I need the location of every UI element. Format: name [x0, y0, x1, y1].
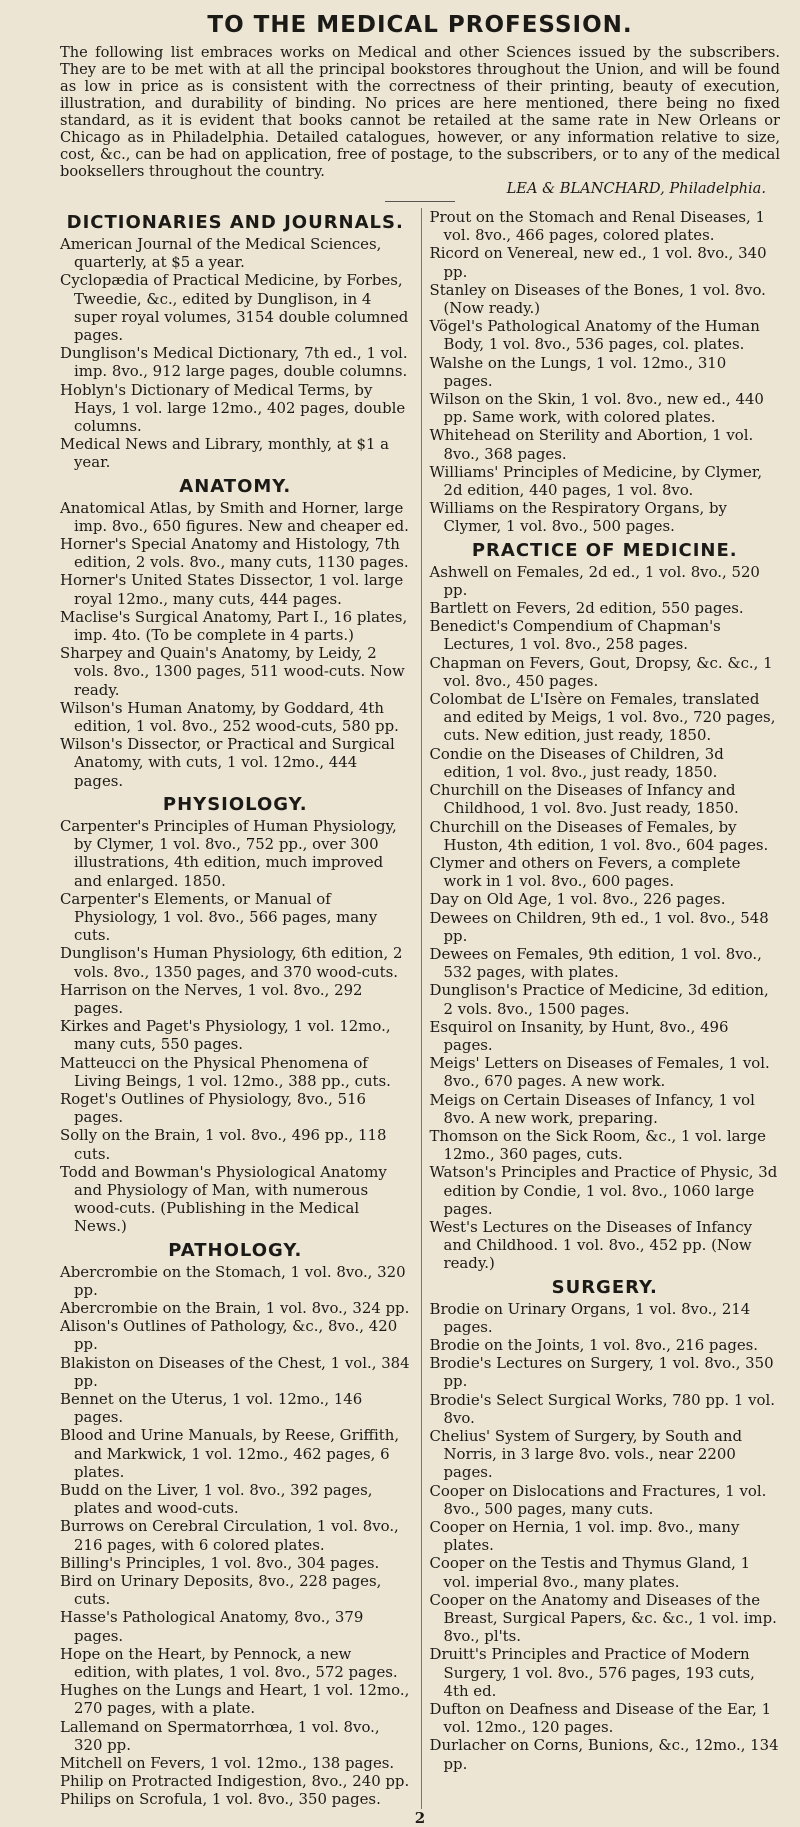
- book-entry: Meigs on Certain Diseases of Infancy, 1 vol 8vo. A new work, preparing.: [429, 1090, 755, 1127]
- book-entry: Roget's Outlines of Physiology, 8vo., 516 pages.: [60, 1089, 367, 1127]
- left-column: [60, 208, 411, 1809]
- book-entry: Durlacher on Corns, Bunions, &c., 12mo., 134 pp.: [429, 1736, 779, 1773]
- book-entry: Carpenter's Elements, or Manual of Physiology, 1 vol. 8vo., 566 pages, many cuts.: [60, 889, 378, 945]
- publisher-signature: LEA & BLANCHARD, Philadelphia.: [506, 180, 766, 197]
- book-entry: Whitehead on Sterility and Abortion, 1 vol. 8vo., 368 pages.: [429, 426, 754, 463]
- book-entry: Horner's United States Dissector, 1 vol. large royal 12mo., many cuts, 444 pages.: [60, 571, 404, 608]
- book-entry: West's Lectures on the Diseases of Infancy and Childhood. 1 vol. 8vo., 452 pp. (Now ready.): [429, 1217, 753, 1273]
- book-entry: Hughes on the Lungs and Heart, 1 vol. 12mo., 270 pages, with a plate.: [60, 1681, 410, 1718]
- book-entry: Medical News and Library, monthly, at $1 a year.: [60, 435, 390, 472]
- book-entry: Harrison on the Nerves, 1 vol. 8vo., 292 pages.: [60, 980, 363, 1017]
- section-heading: PRACTICE OF MEDICINE.: [471, 539, 738, 561]
- book-entry: American Journal of the Medical Sciences, quarterly, at $5 a year.: [60, 235, 382, 272]
- book-entry: Watson's Principles and Practice of Physic, 3d edition by Condie, 1 vol. 8vo., 1060 large pages.: [429, 1163, 778, 1218]
- book-entry: Lallemand on Spermatorrhœa, 1 vol. 8vo., 320 pp.: [60, 1717, 380, 1754]
- book-entry: Carpenter's Principles of Human Physiology, by Clymer, 1 vol. 8vo., 752 pp., over 300 illustrations, 4th edition, much improved and enlarged. 1850.: [60, 816, 397, 890]
- book-entry: Chelius' System of Surgery, by South and Norris, in 3 large 8vo. vols., near 2200 pages.: [429, 1427, 743, 1482]
- book-entry: Chapman on Fevers, Gout, Dropsy, &c. &c., 1 vol. 8vo., 450 pages.: [429, 653, 773, 690]
- book-entry: Walshe on the Lungs, 1 vol. 12mo., 310 pages.: [429, 353, 727, 390]
- book-entry: Benedict's Compendium of Chapman's Lectures, 1 vol. 8vo., 258 pages.: [429, 617, 721, 654]
- book-entry: Matteucci on the Physical Phenomena of Living Beings, 1 vol. 12mo., 388 pp., cuts.: [60, 1053, 391, 1090]
- book-entry: Vögel's Pathological Anatomy of the Human Body, 1 vol. 8vo., 536 pages, col. plates.: [429, 317, 760, 354]
- book-entry: Dufton on Deafness and Disease of the Ear, 1 vol. 12mo., 120 pages.: [429, 1700, 772, 1737]
- book-entry: Todd and Bowman's Physiological Anatomy and Physiology of Man, with numerous wood-cuts. (Publishing in the Medical News.): [60, 1162, 387, 1236]
- book-entry: Philip on Protracted Indigestion, 8vo., 240 pp.: [60, 1772, 410, 1791]
- section-heading: ANATOMY.: [179, 475, 292, 497]
- book-entry: Cyclopædia of Practical Medicine, by Forbes, Tweedie, &c., edited by Dunglison, in 4 super royal volumes, 3154 double columned pages.: [60, 271, 409, 345]
- book-entry: Clymer and others on Fevers, a complete work in 1 vol. 8vo., 600 pages.: [429, 853, 741, 891]
- book-entry: Cooper on the Anatomy and Diseases of the Breast, Surgical Papers, &c. &c., 1 vol. imp. 8vo., pl'ts.: [429, 1590, 777, 1646]
- book-entry: Abercrombie on the Stomach, 1 vol. 8vo., 320 pp.: [60, 1262, 406, 1299]
- book-entry: Williams on the Respiratory Organs, by Clymer, 1 vol. 8vo., 500 pages.: [429, 499, 727, 536]
- book-entry: Churchill on the Diseases of Infancy and Childhood, 1 vol. 8vo. Just ready, 1850.: [429, 781, 739, 818]
- intro-paragraph: The following list embraces works on Medical and other Sciences issued by the subscribers. They are to be met with at all the principal bookstores throughout the Union, and will be found as low in price as is consistent with the correctness of their printing, beauty of execution, illustration, and durability of binding. No prices are here mentioned, there being no fixed standard, as it is evident that books cannot be retailed at the same rate in New Orleans or Chicago as in Philadelphia. Detailed catalogues, however, or any information relative to size, cost, &c., can be had on application, free of postage, to the subscribers, or to any of the medical booksellers throughout the country.: [60, 44, 780, 180]
- book-entry: Colombat de L'Isère on Females, translated and edited by Meigs, 1 vol. 8vo., 720 pages, cuts. New edition, just ready, 1850.: [429, 690, 776, 745]
- book-entry: Budd on the Liver, 1 vol. 8vo., 392 pages, plates and wood-cuts.: [60, 1481, 373, 1518]
- book-entry: Druitt's Principles and Practice of Modern Surgery, 1 vol. 8vo., 576 pages, 193 cuts, 4th ed.: [429, 1645, 755, 1700]
- book-entry: Day on Old Age, 1 vol. 8vo., 226 pages.: [429, 890, 726, 909]
- book-entry: Stanley on Diseases of the Bones, 1 vol. 8vo. (Now ready.): [429, 280, 766, 318]
- book-entry: Churchill on the Diseases of Females, by Huston, 4th edition, 1 vol. 8vo., 604 pages.: [429, 817, 769, 854]
- book-entry: Esquirol on Insanity, by Hunt, 8vo., 496 pages.: [429, 1017, 729, 1054]
- page-number: 2: [414, 1808, 426, 1827]
- book-entry: Condie on the Diseases of Children, 3d edition, 1 vol. 8vo., just ready, 1850.: [429, 744, 724, 781]
- page-title: TO THE MEDICAL PROFESSION.: [207, 12, 633, 38]
- book-entry: Thomson on the Sick Room, &c., 1 vol. large 12mo., 360 pages, cuts.: [429, 1126, 766, 1164]
- section-heading: PATHOLOGY.: [168, 1239, 303, 1261]
- book-entry: Billing's Principles, 1 vol. 8vo., 304 pages.: [60, 1553, 380, 1572]
- catalogue-page: [60, 12, 780, 1827]
- book-entry: Hasse's Pathological Anatomy, 8vo., 379 pages.: [60, 1608, 364, 1645]
- book-entry: Bartlett on Fevers, 2d edition, 550 pages.: [429, 599, 744, 618]
- book-entry: Blakiston on Diseases of the Chest, 1 vol., 384 pp.: [60, 1353, 410, 1390]
- section-heading: SURGERY.: [551, 1276, 658, 1298]
- book-entry: Blood and Urine Manuals, by Reese, Griffith, and Markwick, 1 vol. 12mo., 462 pages, 6 plates.: [60, 1426, 400, 1481]
- book-entry: Wilson's Dissector, or Practical and Surgical Anatomy, with cuts, 1 vol. 12mo., 444 pages.: [60, 735, 395, 790]
- section-heading: DICTIONARIES AND JOURNALS.: [66, 212, 404, 233]
- book-entry: Brodie's Lectures on Surgery, 1 vol. 8vo., 350 pp.: [429, 1354, 774, 1391]
- divider: [385, 201, 455, 202]
- book-entry: Anatomical Atlas, by Smith and Horner, large imp. 8vo., 650 figures. New and cheaper ed.: [60, 498, 409, 535]
- book-entry: Dewees on Females, 9th edition, 1 vol. 8vo., 532 pages, with plates.: [429, 944, 762, 982]
- book-entry: Meigs' Letters on Diseases of Females, 1 vol. 8vo., 670 pages. A new work.: [429, 1054, 770, 1091]
- book-entry: Wilson on the Skin, 1 vol. 8vo., new ed., 440 pp. Same work, with colored plates.: [429, 390, 764, 427]
- book-entry: Alison's Outlines of Pathology, &c., 8vo., 420 pp.: [60, 1317, 398, 1354]
- book-entry: Brodie on the Joints, 1 vol. 8vo., 216 pages.: [429, 1335, 759, 1354]
- book-entry: Prout on the Stomach and Renal Diseases, 1 vol. 8vo., 466 pages, colored plates.: [429, 208, 765, 245]
- book-entry: Cooper on the Testis and Thymus Gland, 1 vol. imperial 8vo., many plates.: [429, 1554, 751, 1591]
- book-entry: Brodie on Urinary Organs, 1 vol. 8vo., 214 pages.: [429, 1299, 751, 1336]
- right-column: [421, 208, 781, 1809]
- book-entry: Dunglison's Medical Dictionary, 7th ed., 1 vol. imp. 8vo., 912 large pages, double columns.: [60, 344, 408, 381]
- book-entry: Horner's Special Anatomy and Histology, 7th edition, 2 vols. 8vo., many cuts, 1130 pages.: [60, 535, 409, 572]
- book-entry: Williams' Principles of Medicine, by Clymer, 2d edition, 440 pages, 1 vol. 8vo.: [429, 462, 763, 500]
- book-entry: Dewees on Children, 9th ed., 1 vol. 8vo., 548 pp.: [429, 908, 769, 945]
- section-heading: PHYSIOLOGY.: [162, 793, 308, 815]
- book-entry: Hoblyn's Dictionary of Medical Terms, by Hays, 1 vol. large 12mo., 402 pages, double columns.: [60, 380, 406, 436]
- book-entry: Bird on Urinary Deposits, 8vo., 228 pages, cuts.: [60, 1572, 382, 1609]
- book-entry: Philips on Scrofula, 1 vol. 8vo., 350 pages.: [60, 1790, 381, 1809]
- catalogue-columns: [60, 208, 780, 1809]
- book-entry: Brodie's Select Surgical Works, 780 pp. 1 vol. 8vo.: [429, 1390, 775, 1427]
- book-entry: Dunglison's Human Physiology, 6th edition, 2 vols. 8vo., 1350 pages, and 370 wood-cuts.: [60, 944, 403, 981]
- book-entry: Kirkes and Paget's Physiology, 1 vol. 12mo., many cuts, 550 pages.: [60, 1017, 391, 1054]
- book-entry: Maclise's Surgical Anatomy, Part I., 16 plates, imp. 4to. (To be complete in 4 parts.): [60, 607, 408, 645]
- book-entry: Wilson's Human Anatomy, by Goddard, 4th edition, 1 vol. 8vo., 252 wood-cuts, 580 pp.: [60, 698, 399, 736]
- book-entry: Solly on the Brain, 1 vol. 8vo., 496 pp., 118 cuts.: [60, 1126, 387, 1163]
- book-entry: Sharpey and Quain's Anatomy, by Leidy, 2 vols. 8vo., 1300 pages, 511 wood-cuts. Now ready.: [60, 644, 405, 699]
- book-entry: Burrows on Cerebral Circulation, 1 vol. 8vo., 216 pages, with 6 colored plates.: [60, 1517, 399, 1554]
- book-entry: Mitchell on Fevers, 1 vol. 12mo., 138 pages.: [60, 1754, 395, 1773]
- book-entry: Cooper on Dislocations and Fractures, 1 vol. 8vo., 500 pages, many cuts.: [429, 1481, 767, 1518]
- book-entry: Ashwell on Females, 2d ed., 1 vol. 8vo., 520 pp.: [429, 562, 760, 599]
- book-entry: Cooper on Hernia, 1 vol. imp. 8vo., many plates.: [429, 1518, 740, 1555]
- book-entry: Hope on the Heart, by Pennock, a new edition, with plates, 1 vol. 8vo., 572 pages.: [60, 1644, 398, 1682]
- book-entry: Ricord on Venereal, new ed., 1 vol. 8vo., 340 pp.: [429, 244, 767, 281]
- book-entry: Dunglison's Practice of Medicine, 3d edition, 2 vols. 8vo., 1500 pages.: [429, 981, 769, 1018]
- book-entry: Bennet on the Uterus, 1 vol. 12mo., 146 pages.: [60, 1389, 363, 1427]
- book-entry: Abercrombie on the Brain, 1 vol. 8vo., 324 pp.: [60, 1298, 410, 1317]
